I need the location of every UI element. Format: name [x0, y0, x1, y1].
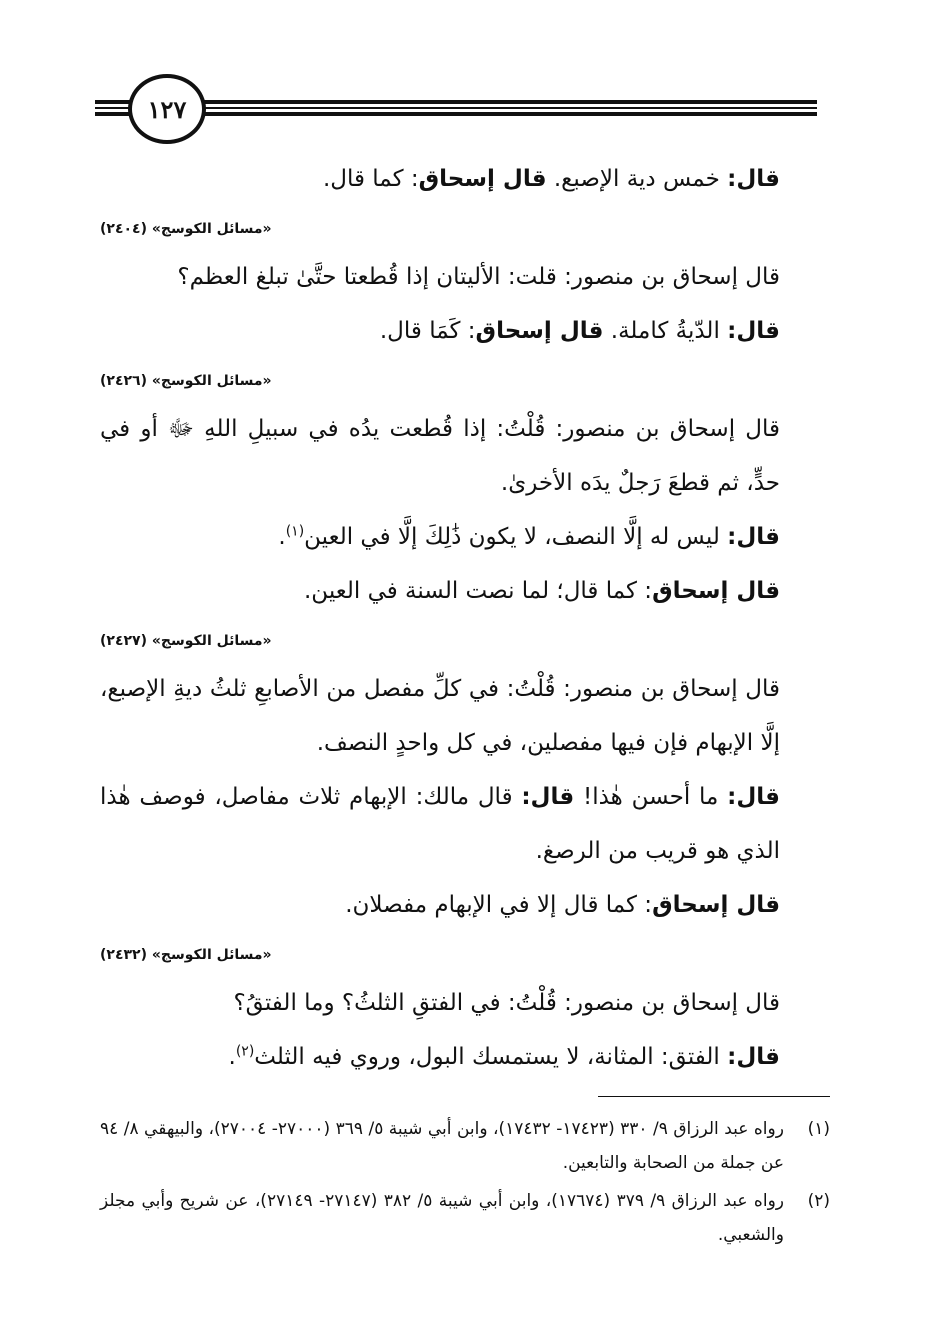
footnotes — [100, 1112, 830, 1256]
paragraph-4: قال إسحاق بن منصور: قُلْتُ: إذا قُطعت يدُه في سبيلِ اللهِ ﷻ أو في حدٍّ، ثم قطعَ رَجلٌ يدَه الأخرىٰ. — [100, 416, 780, 496]
speaker-label: قال: — [521, 784, 575, 810]
paragraph-6 — [100, 564, 830, 618]
paragraph-5 — [100, 510, 830, 564]
source-reference-4: «مسائل الكوسج» (٢٤٣٢) — [100, 947, 272, 963]
speaker-label: قال إسحاق — [475, 318, 604, 344]
main-text — [100, 152, 830, 1084]
source-reference-3: «مسائل الكوسج» (٢٤٢٧) — [100, 633, 272, 649]
text-run: قال مالك: الإبهام ثلاث مفاصل، فوصف هٰذا الذي هو قريب من الرصغ. — [100, 784, 780, 864]
footnote-separator — [598, 1096, 830, 1097]
footnote-marker[interactable]: (٢) — [235, 1043, 255, 1060]
speaker-label: قال إسحاق — [652, 578, 780, 604]
paragraph-1 — [100, 152, 830, 206]
speaker-label: قال: — [727, 318, 780, 344]
speaker-label: قال: — [727, 784, 780, 810]
text-run: : كَمَا قال. — [379, 318, 476, 344]
footnote-number: (١) — [807, 1119, 830, 1139]
text-run: خمس دية الإصبع. — [546, 166, 728, 192]
text-run: . — [228, 1044, 236, 1070]
paragraph-7: قال إسحاق بن منصور: قُلْتُ: في كلِّ مفصل من الأصابعِ ثلثُ ديةِ الإصبع، إلَّا الإبهام فإن فيها مفصلين، في كل واحدٍ النصف. — [100, 676, 780, 756]
text-run: ليس له إلَّا النصف، لا يكون ذَٰلِكَ إلَّا في العين — [304, 524, 728, 550]
footnote-text: رواه عبد الرزاق ٩/ ٣٧٩ (١٧٦٧٤)، وابن أبي شيبة ٥/ ٣٨٢ (٢٧١٤٧- ٢٧١٤٩)، عن شريح وأبي مجلز والشعبي. — [100, 1191, 784, 1245]
speaker-label: قال: — [727, 524, 780, 550]
source-reference-2: «مسائل الكوسج» (٢٤٢٦) — [100, 373, 272, 389]
footnote-marker[interactable]: (١) — [285, 523, 305, 540]
speaker-label: قال إسحاق — [418, 166, 547, 192]
page-number-badge — [128, 74, 206, 144]
text-run: : كما قال؛ لما نصت السنة في العين. — [304, 578, 653, 604]
page-number: ١٢٧ — [147, 94, 187, 124]
speaker-label: قال إسحاق — [652, 892, 780, 918]
speaker-label: قال: — [727, 166, 780, 192]
source-reference-1: «مسائل الكوسج» (٢٤٠٤) — [100, 221, 272, 237]
footnote-number: (٢) — [807, 1191, 830, 1211]
text-run: الدّيةُ كاملة. — [603, 318, 728, 344]
paragraph-8 — [100, 770, 830, 878]
text-run: : كما قال. — [322, 166, 419, 192]
text-run: . — [278, 524, 286, 550]
paragraph-9 — [100, 878, 830, 932]
paragraph-2: قال إسحاق بن منصور: قلت: الأليتان إذا قُطعتا حتَّىٰ تبلغ العظم؟ — [177, 264, 780, 290]
footnote-2 — [100, 1184, 830, 1252]
footnote-1 — [100, 1112, 830, 1180]
text-run: الفتق: المثانة، لا يستمسك البول، وروي فيه الثلث — [254, 1044, 728, 1070]
paragraph-10: قال إسحاق بن منصور: قُلْتُ: في الفتقِ الثلثُ؟ وما الفتقُ؟ — [233, 990, 780, 1016]
speaker-label: قال: — [727, 1044, 780, 1070]
paragraph-3 — [100, 304, 830, 358]
text-run: : كما قال إلا في الإبهام مفصلان. — [345, 892, 653, 918]
text-run: ما أحسن هٰذا! — [574, 784, 728, 810]
footnote-text: رواه عبد الرزاق ٩/ ٣٣٠ (١٧٤٢٣- ١٧٤٣٢)، وابن أبي شيبة ٥/ ٣٦٩ (٢٧٠٠٠- ٢٧٠٠٤)، والبيهقي ٨/ ٩٤ عن جملة من الصحابة والتابعين. — [100, 1119, 784, 1173]
paragraph-11 — [100, 1030, 830, 1084]
